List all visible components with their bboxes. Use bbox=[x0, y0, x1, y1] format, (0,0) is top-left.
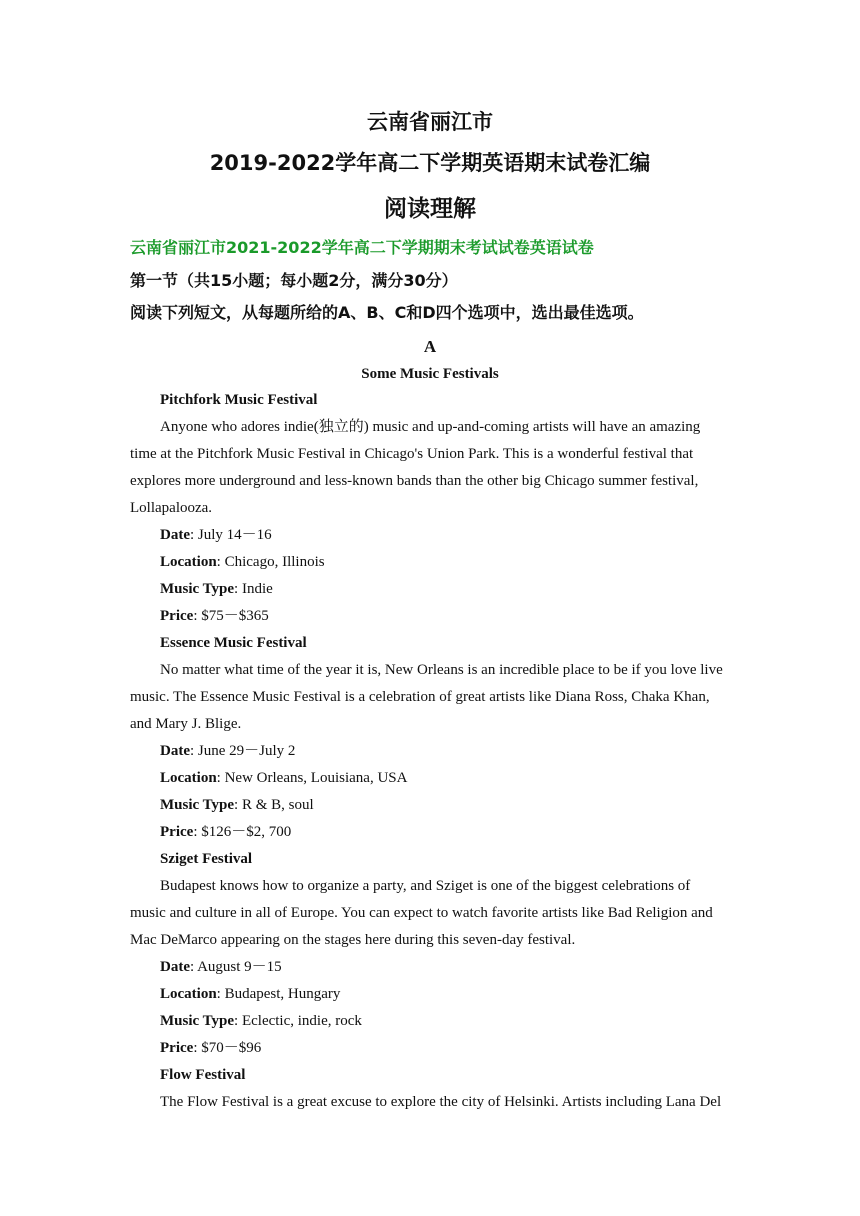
paragraph-line: Lollapalooza. bbox=[130, 500, 213, 516]
festival-name: Flow Festival bbox=[160, 1067, 246, 1083]
passage-body bbox=[130, 387, 735, 1116]
festival-name: Sziget Festival bbox=[160, 851, 253, 867]
date-line: Date: June 29－July 2 bbox=[160, 743, 296, 759]
location-line: Location: Budapest, Hungary bbox=[160, 986, 341, 1002]
paragraph-line: music and culture in all of Europe. You can expect to watch favorite artists like Bad Religion and bbox=[130, 905, 713, 921]
location-line: Location: New Orleans, Louisiana, USA bbox=[160, 770, 408, 786]
price-line: Price: $75－$365 bbox=[160, 608, 269, 624]
instruction-text: 阅读下列短文，从每题所给的A、B、C和D四个选项中，选出最佳选项。 bbox=[130, 303, 644, 322]
header-subject: 阅读理解 bbox=[384, 196, 476, 222]
price-line: Price: $126－$2, 700 bbox=[160, 824, 292, 840]
passage-letter: A bbox=[423, 337, 437, 356]
paragraph-line: music. The Essence Music Festival is a celebration of great artists like Diana Ross, Chaka Khan, bbox=[130, 689, 710, 705]
paragraph-line: explores more underground and less-known bands than the other big Chicago summer festival, bbox=[130, 473, 699, 489]
music-type-line: Music Type: Indie bbox=[160, 581, 273, 597]
paragraph-line: and Mary J. Blige. bbox=[130, 716, 242, 732]
source-title: 云南省丽江市2021-2022学年高二下学期期末考试试卷英语试卷 bbox=[130, 238, 594, 257]
price-line: Price: $70－$96 bbox=[160, 1040, 262, 1056]
paragraph-line: time at the Pitchfork Music Festival in Chicago's Union Park. This is a wonderful festival that bbox=[130, 446, 694, 462]
date-line: Date: August 9－15 bbox=[160, 959, 282, 975]
header-region: 云南省丽江市 bbox=[367, 110, 493, 134]
music-type-line: Music Type: Eclectic, indie, rock bbox=[160, 1013, 362, 1029]
section-heading: 第一节（共15小题；每小题2分，满分30分） bbox=[130, 271, 458, 290]
passage-title: Some Music Festivals bbox=[361, 366, 499, 382]
paragraph-line: Mac DeMarco appearing on the stages here during this seven-day festival. bbox=[130, 932, 576, 948]
music-type-line: Music Type: R & B, soul bbox=[160, 797, 314, 813]
paragraph-line: No matter what time of the year it is, New Orleans is an incredible place to be if you love live bbox=[160, 662, 723, 678]
paragraph-line: The Flow Festival is a great excuse to explore the city of Helsinki. Artists including Lana Del bbox=[160, 1094, 722, 1110]
festival-name: Pitchfork Music Festival bbox=[160, 392, 318, 408]
festival-name: Essence Music Festival bbox=[160, 635, 307, 651]
paragraph-line: Budapest knows how to organize a party, and Sziget is one of the biggest celebrations of bbox=[160, 878, 691, 894]
location-line: Location: Chicago, Illinois bbox=[160, 554, 325, 570]
date-line: Date: July 14－16 bbox=[160, 527, 272, 543]
header-title: 2019-2022学年高二下学期英语期末试卷汇编 bbox=[209, 151, 651, 175]
paragraph-line: Anyone who adores indie(独立的) music and up-and-coming artists will have an amazing bbox=[160, 419, 701, 435]
